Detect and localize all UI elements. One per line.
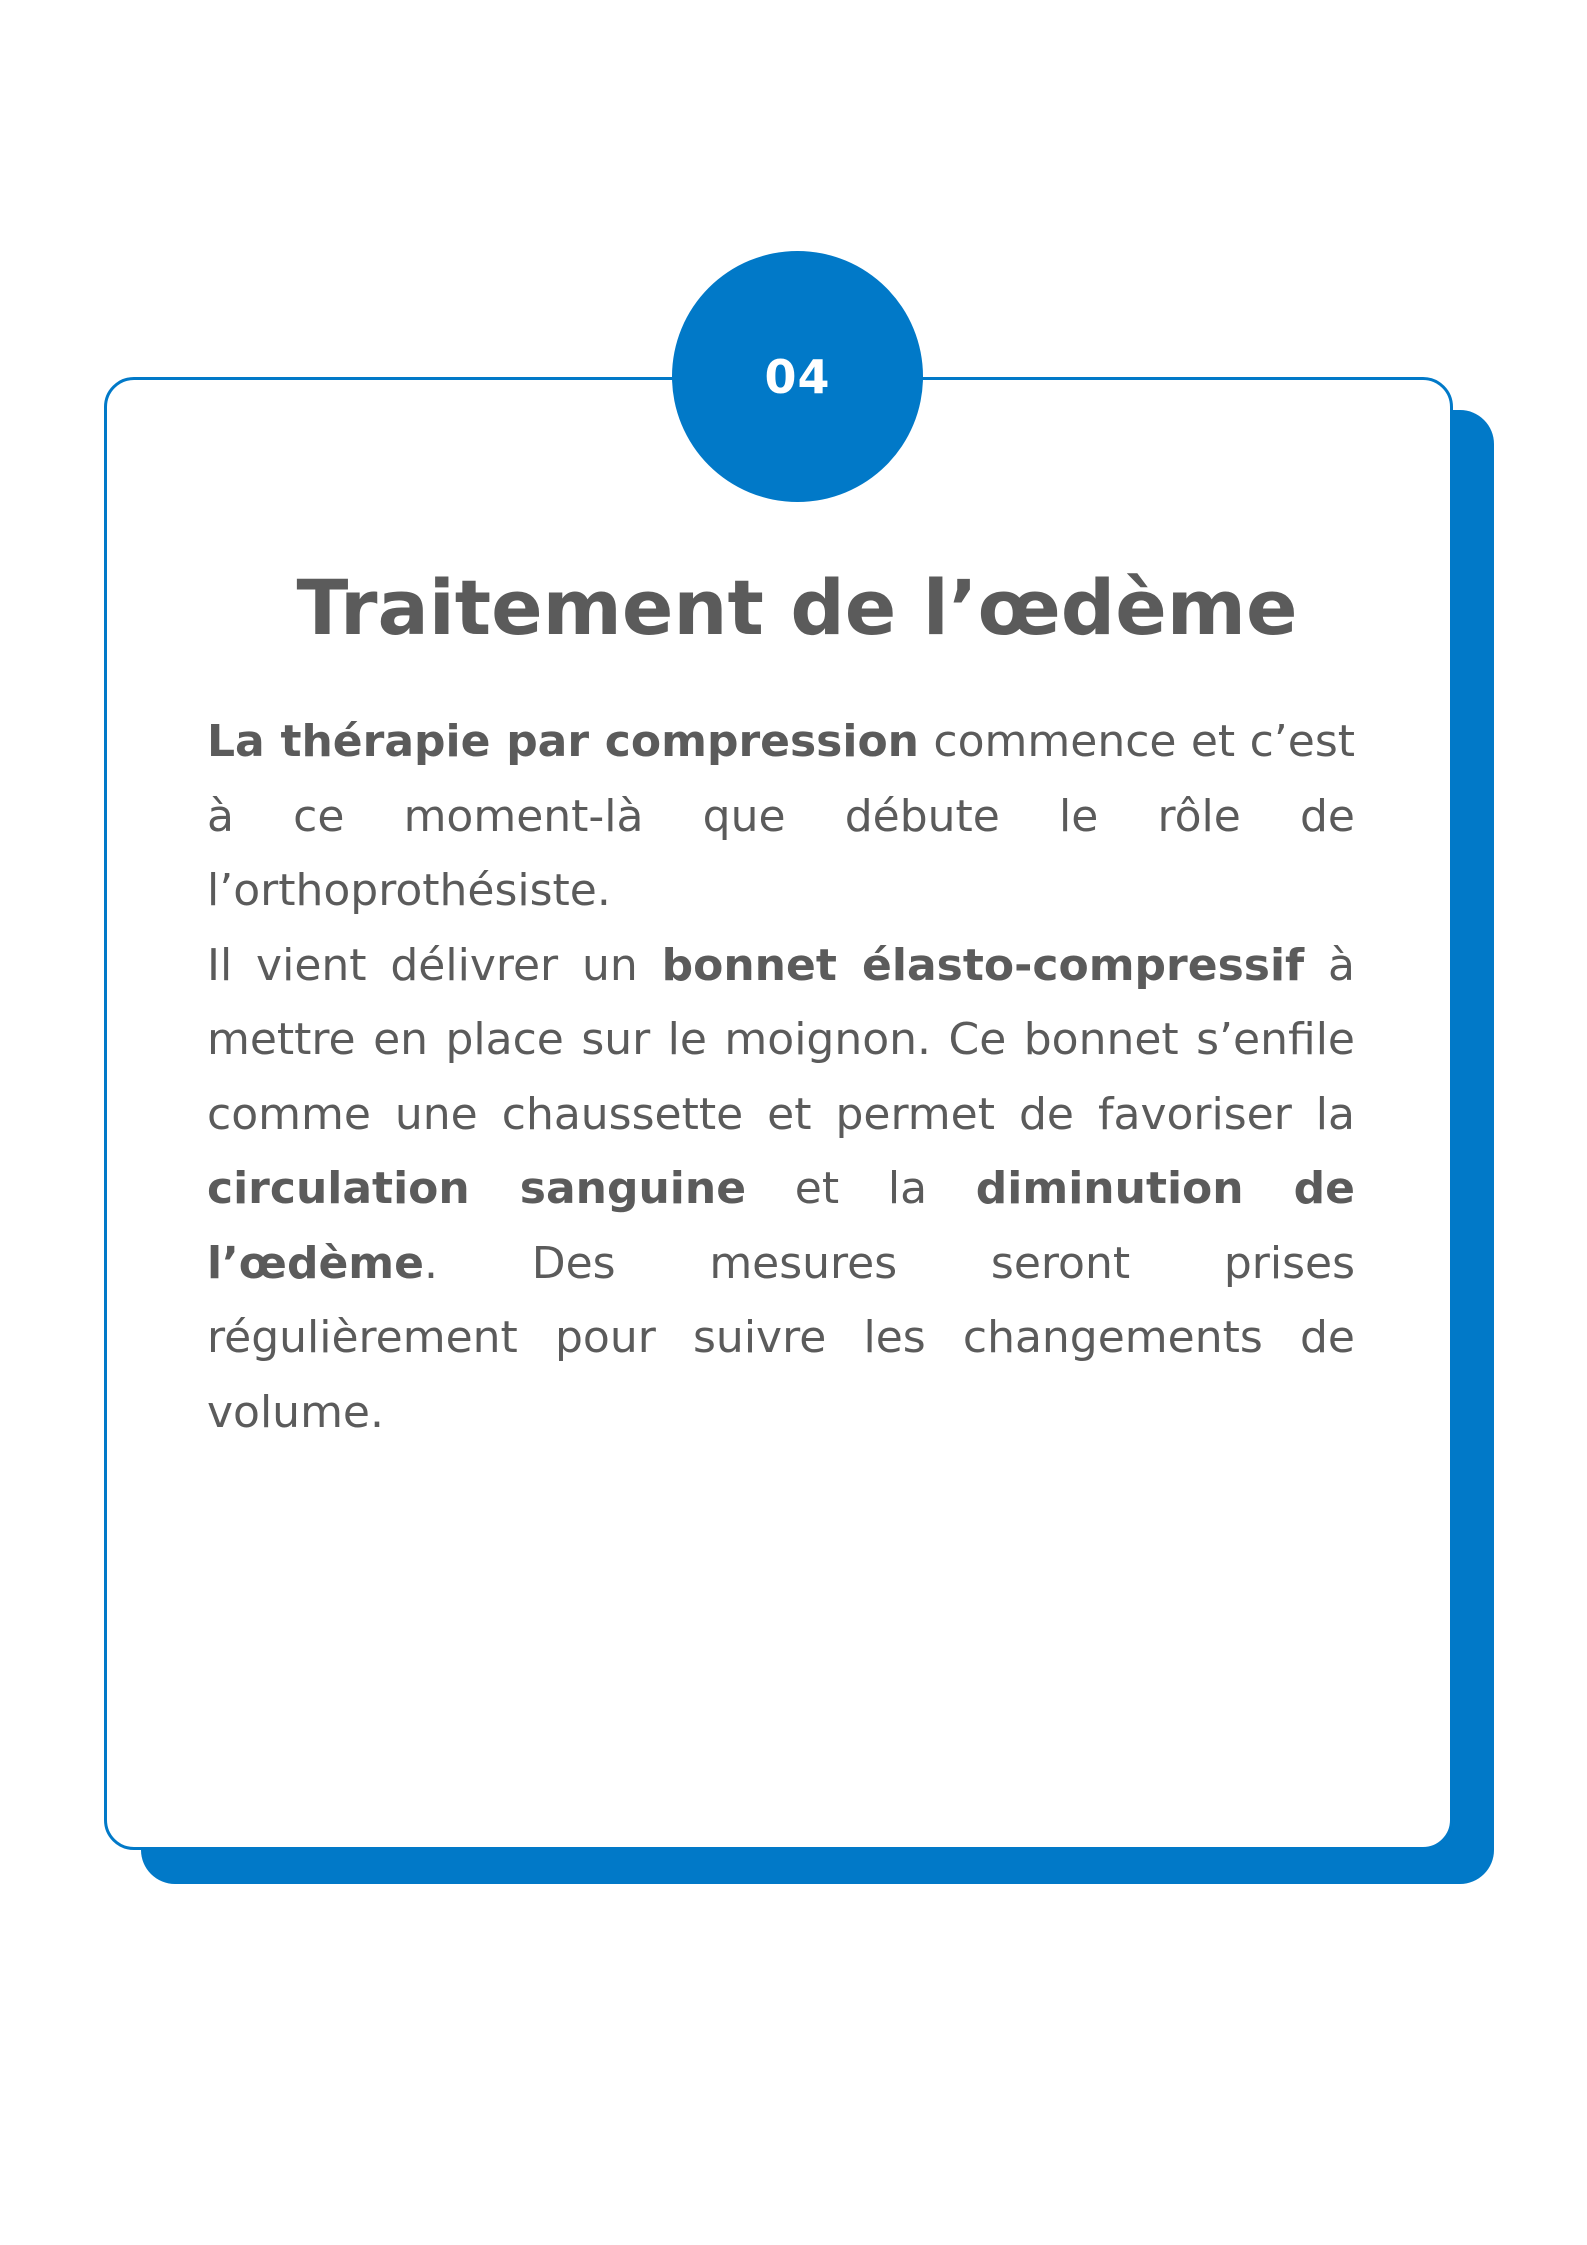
bold-phrase: bonnet élasto-compressif [661,939,1305,991]
body-text [207,705,1355,1450]
text-segment: à mettre en place sur le moignon. Ce bonnet s’enfile comme une chaussette et permet de favoriser la [207,939,1355,1140]
text-segment: . Des mesures seront prises régulièrement pour suivre les changements de volume. [207,1237,1355,1438]
text-segment: Il vient délivrer un [207,939,662,991]
text-segment: commence et c’est à ce moment-là que débute le rôle de l’orthoprothésiste. [207,716,1355,916]
paragraph-compression [207,705,1355,929]
text-segment: et la [746,1163,976,1214]
step-number: 04 [764,349,831,404]
page-title: Traitement de l’œdème [296,563,1298,652]
bold-phrase: circulation sanguine [207,1163,747,1214]
paragraph-bonnet [207,929,1355,1451]
bold-phrase: La thérapie par compression [207,716,920,767]
step-number-badge [672,251,923,502]
bold-phrase: diminution de l’œdème [207,1163,1356,1289]
